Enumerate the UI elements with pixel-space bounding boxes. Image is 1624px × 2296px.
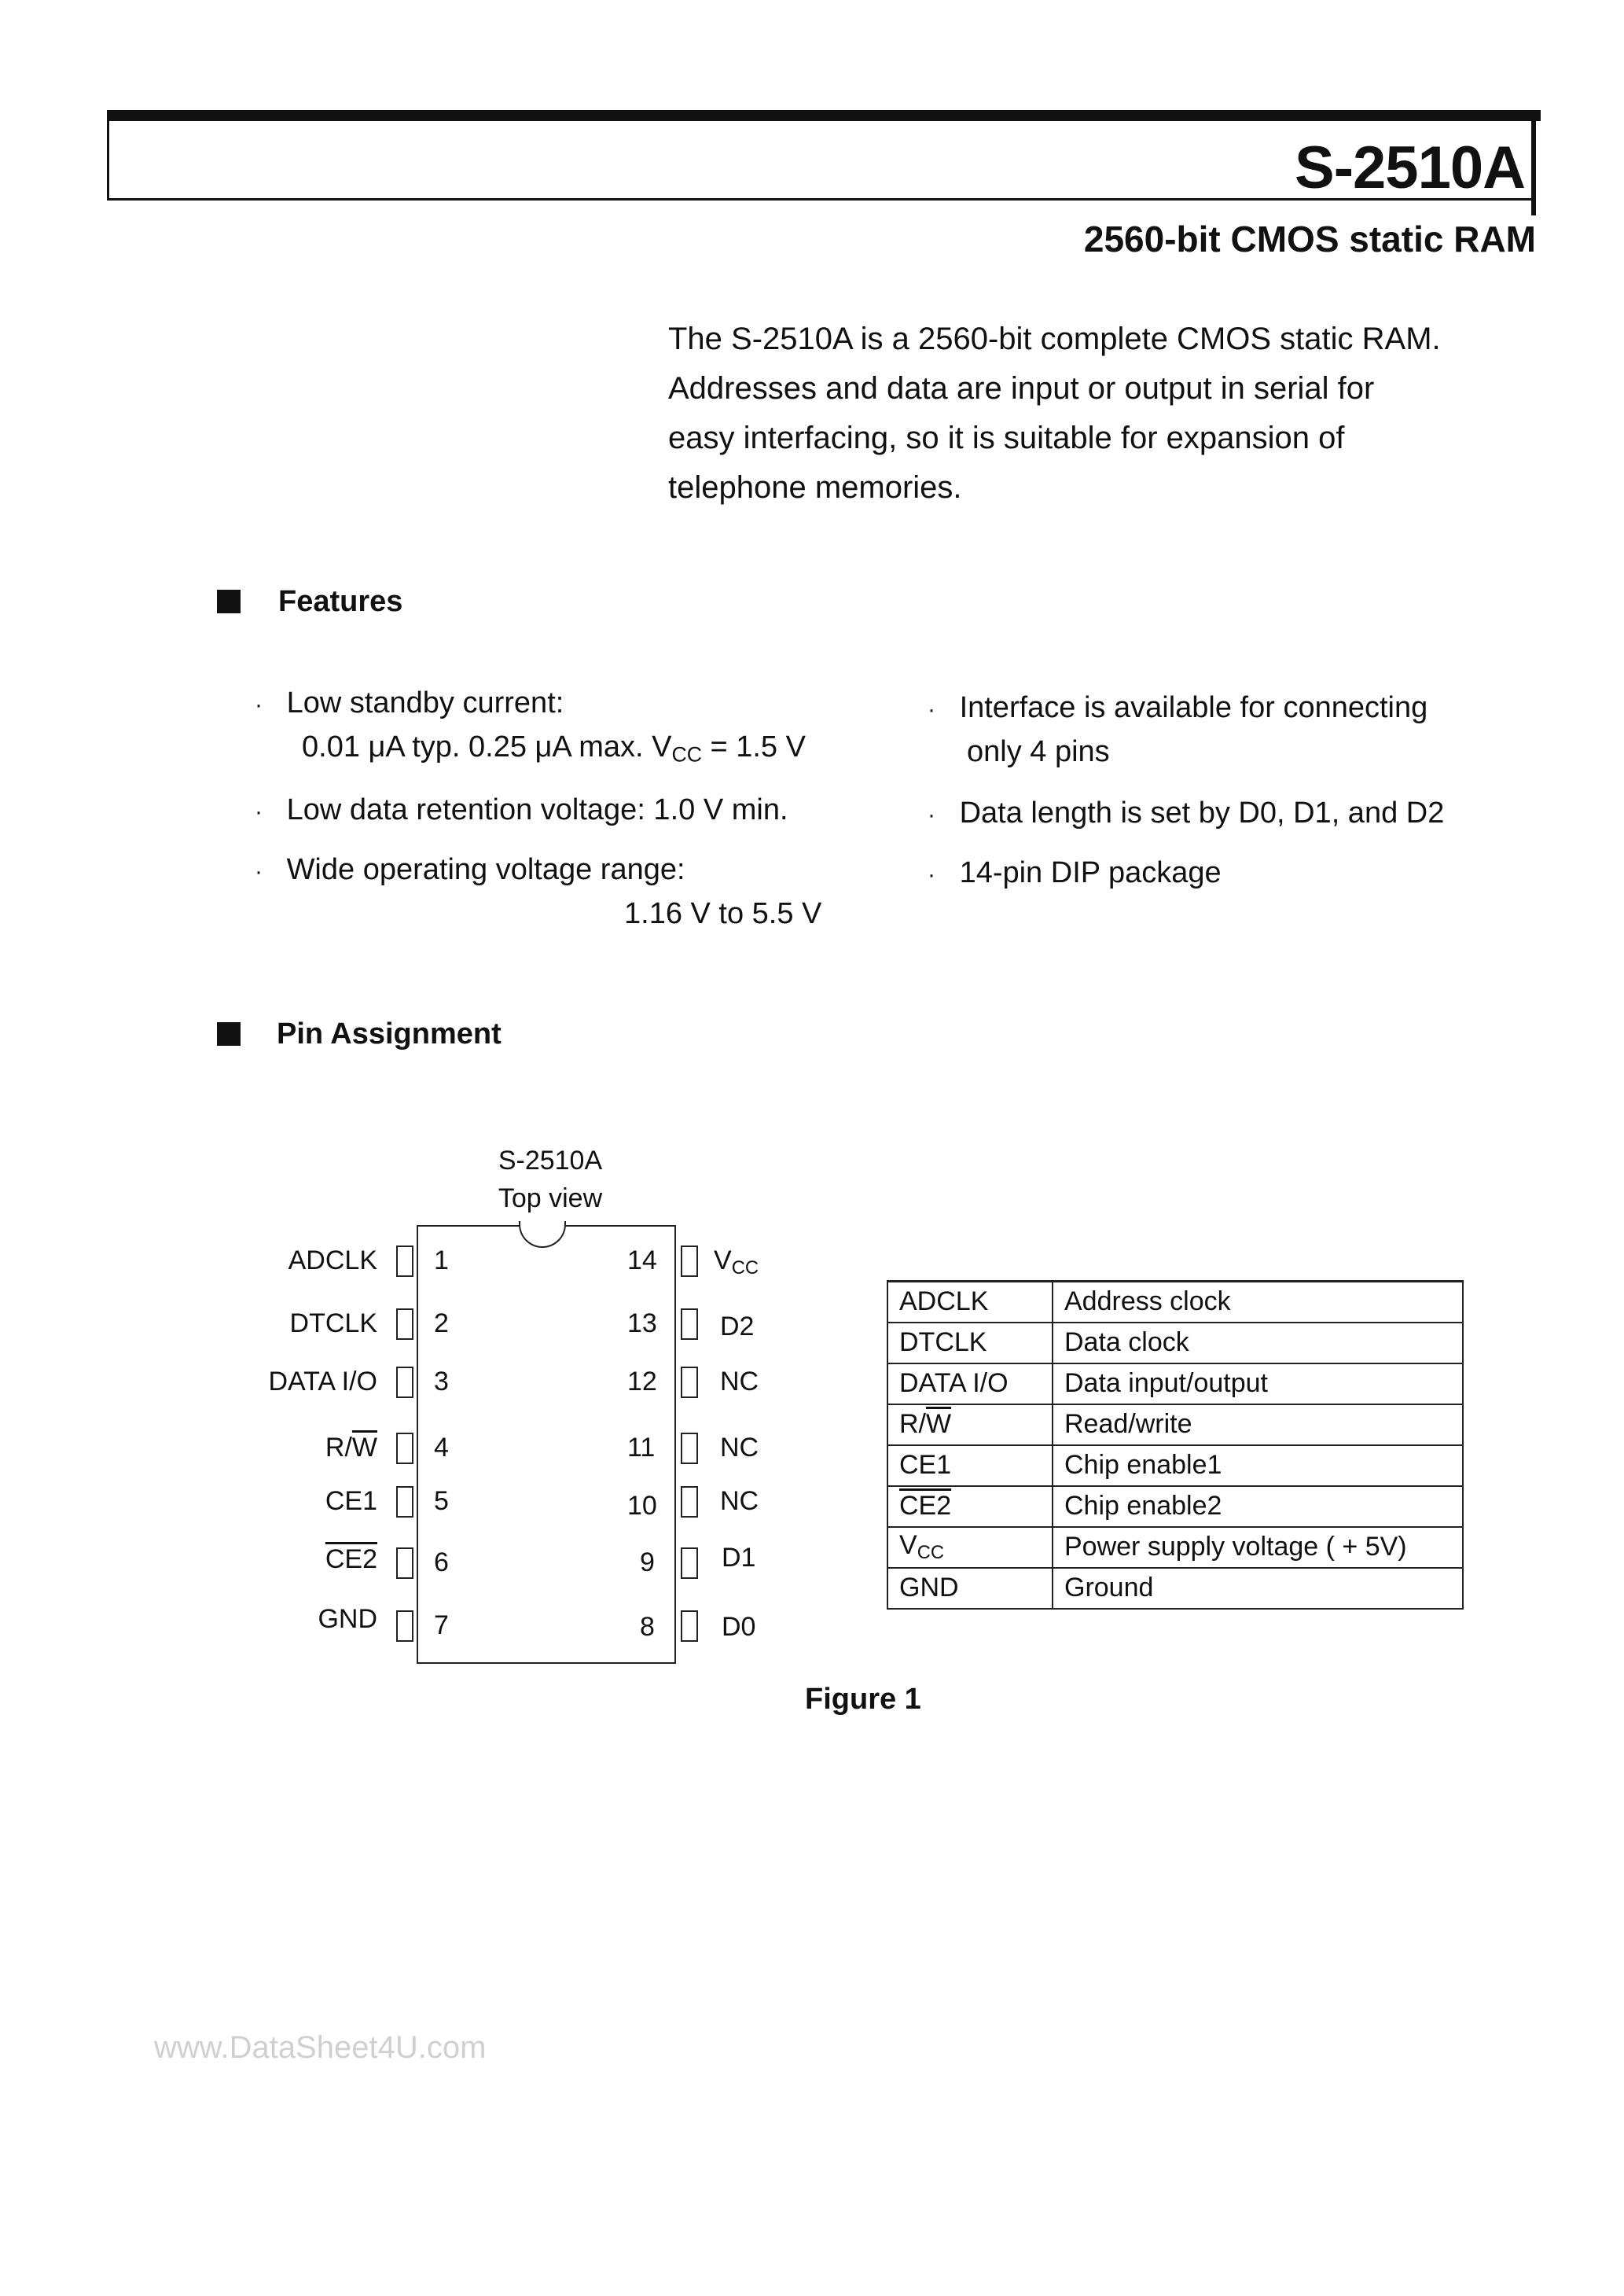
pin-12-box <box>681 1367 698 1398</box>
description-cell: Read/write <box>1053 1404 1463 1445</box>
pin-number: 2 <box>434 1308 449 1338</box>
pin-7-box <box>396 1610 413 1642</box>
pin-number: 14 <box>627 1246 657 1275</box>
feature-item: · Interface is available for connecting <box>928 691 1428 724</box>
pin-assignment-bullet-icon <box>217 1022 241 1046</box>
pin-label: D1 <box>722 1543 756 1573</box>
description-cell: Address clock <box>1053 1282 1463 1323</box>
pin-cell: CE1 <box>887 1445 1053 1486</box>
header-tab-edge <box>1531 120 1536 215</box>
feature-item: · Low standby current: <box>255 686 564 719</box>
pin-number: 11 <box>627 1433 656 1463</box>
pin-14-box <box>681 1246 698 1277</box>
pin-number: 7 <box>434 1610 449 1640</box>
intro-line: Addresses and data are input or output in serial for <box>668 371 1375 406</box>
pin-label: $V_{CC}$ <box>714 1246 759 1279</box>
pin-11-box <box>681 1433 698 1464</box>
pin-number: 3 <box>434 1367 449 1396</box>
description-cell: Data input/output <box>1053 1363 1463 1404</box>
pin-number: 13 <box>627 1308 657 1338</box>
bullet-icon: · <box>928 697 935 723</box>
pin-cell: $V_{CC}$ <box>887 1527 1053 1568</box>
table-row <box>887 1363 1463 1404</box>
bullet-icon: · <box>255 692 263 718</box>
pin-label: NC <box>720 1367 759 1396</box>
pin-label: NC <box>720 1486 759 1516</box>
feature-item: · Wide operating voltage range: <box>255 853 685 886</box>
pin-1-box <box>396 1246 413 1277</box>
pin-2-box <box>396 1308 413 1340</box>
table-row <box>887 1486 1463 1527</box>
bullet-icon: · <box>928 862 935 888</box>
table-row <box>887 1445 1463 1486</box>
pin-label: ADCLK <box>288 1246 377 1275</box>
pin-5-box <box>396 1486 413 1518</box>
bullet-icon: · <box>255 859 263 885</box>
pin-cell: $R/\overline{W}$ <box>887 1404 1053 1445</box>
pin-label: D0 <box>722 1612 756 1642</box>
description-cell: Data clock <box>1053 1323 1463 1363</box>
pin-10-box <box>681 1486 698 1518</box>
pin-number: 4 <box>434 1433 449 1463</box>
pin-number: 12 <box>627 1367 657 1396</box>
table-row <box>887 1568 1463 1609</box>
intro-line: The S-2510A is a 2560-bit complete CMOS static RAM. <box>668 322 1441 356</box>
pin-label: DTCLK <box>289 1308 377 1338</box>
description-cell: Chip enable1 <box>1053 1445 1463 1486</box>
pin-label: NC <box>720 1433 759 1463</box>
watermark: www.DataSheet4U.com <box>154 2030 487 2065</box>
pin-number: 9 <box>640 1547 655 1577</box>
pin-cell: DATA I/O <box>887 1363 1053 1404</box>
document-subtitle: 2560-bit CMOS static RAM <box>1083 219 1536 259</box>
pin-9-box <box>681 1547 698 1579</box>
pin-13-box <box>681 1308 698 1340</box>
feature-detail: 0.01 μA typ. 0.25 μA max. $V_{CC} = 1.5$ V <box>302 730 806 767</box>
figure-label: Figure 1 <box>805 1683 921 1716</box>
pin-8-box <box>681 1610 698 1642</box>
table-row <box>887 1282 1463 1323</box>
feature-detail: 1.16 V to 5.5 V <box>624 897 822 930</box>
intro-line: easy interfacing, so it is suitable for expansion of <box>668 421 1345 455</box>
features-heading: Features <box>278 585 403 618</box>
table-row <box>887 1323 1463 1363</box>
features-bullet-icon <box>217 590 241 613</box>
table-row <box>887 1527 1463 1568</box>
description-cell: Chip enable2 <box>1053 1486 1463 1527</box>
pin-label: $R/\overline{W}$ <box>325 1433 377 1463</box>
pin-cell: GND <box>887 1568 1053 1609</box>
intro-paragraph <box>668 315 1541 513</box>
view-label: Top view <box>498 1183 603 1213</box>
feature-item: · Low data retention voltage: 1.0 V min. <box>255 793 788 826</box>
pin-cell: DTCLK <box>887 1323 1053 1363</box>
pin-label: GND <box>318 1604 377 1634</box>
pin-assignment-heading: Pin Assignment <box>277 1017 502 1050</box>
pin-number: 8 <box>640 1612 655 1642</box>
pin-label: DATA I/O <box>268 1367 377 1396</box>
pin-number: 6 <box>434 1547 449 1577</box>
pin-cell: ADCLK <box>887 1282 1053 1323</box>
feature-item: · Data length is set by D0, D1, and D2 <box>928 797 1445 830</box>
part-number-title: S-2510A <box>1295 134 1525 201</box>
chip-name: S-2510A <box>498 1146 603 1176</box>
description-cell: Power supply voltage ( + 5V) <box>1053 1527 1463 1568</box>
diagram-caption <box>472 1142 629 1217</box>
bullet-icon: · <box>255 799 263 825</box>
pin-description-table <box>887 1280 1464 1610</box>
pin-label: CE2 <box>325 1544 377 1574</box>
pin-6-box <box>396 1547 413 1579</box>
pin-number: 5 <box>434 1486 449 1516</box>
table-row <box>887 1404 1463 1445</box>
intro-line: telephone memories. <box>668 470 962 505</box>
pin-number: 10 <box>627 1491 657 1521</box>
feature-detail: only 4 pins <box>967 735 1110 768</box>
pin-label: CE1 <box>325 1486 377 1516</box>
pin-label: D2 <box>720 1312 755 1341</box>
pin-3-box <box>396 1367 413 1398</box>
pin-4-box <box>396 1433 413 1464</box>
description-cell: Ground <box>1053 1568 1463 1609</box>
feature-item: · 14-pin DIP package <box>928 856 1222 889</box>
pin-number: 1 <box>434 1246 449 1275</box>
bullet-icon: · <box>928 802 935 828</box>
pin-cell: CE2 <box>887 1486 1053 1527</box>
